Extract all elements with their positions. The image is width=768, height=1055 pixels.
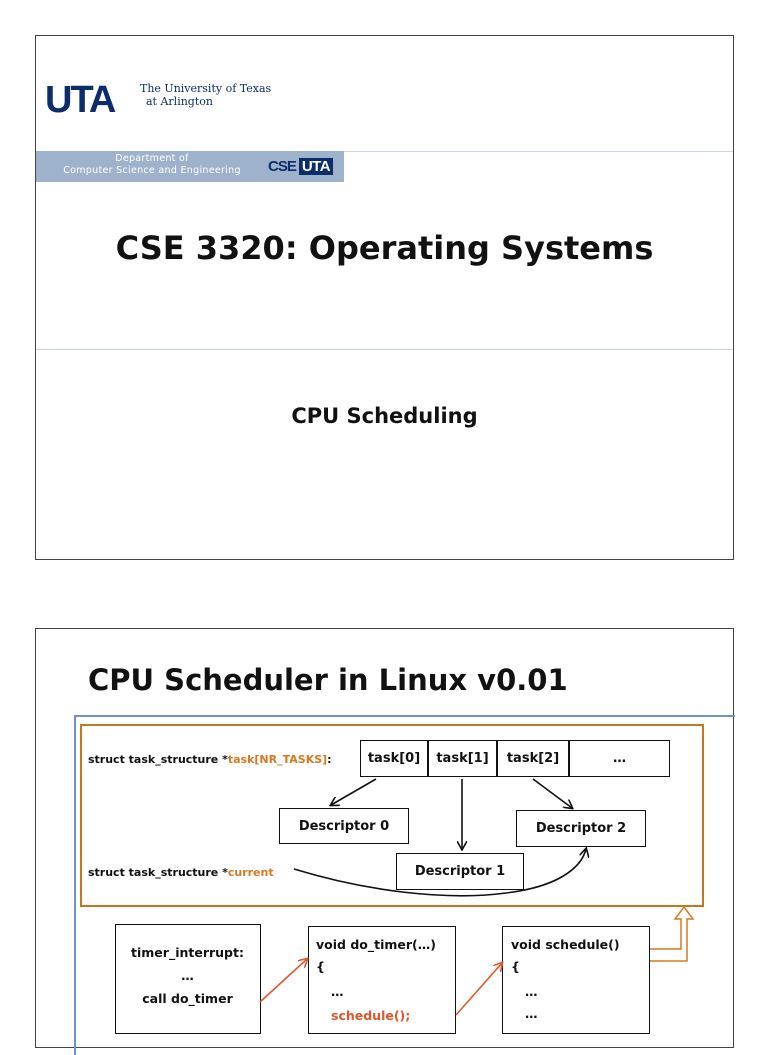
slide-title: CSE 3320: Operating Systems [115, 229, 654, 267]
task-cell-2: task[2] [497, 740, 569, 777]
slide-subtitle: CPU Scheduling [291, 404, 478, 428]
arrow-timer-to-do-timer [260, 959, 307, 1002]
code-line: void schedule() [511, 937, 620, 952]
declaration-prefix: struct task_structure * [88, 866, 228, 879]
arrow-task2-descriptor2 [533, 779, 572, 808]
task-cell-0: task[0] [360, 740, 428, 777]
code-line: … [525, 984, 538, 999]
code-line: timer_interrupt: [131, 945, 244, 960]
declaration-prefix: struct task_structure * [88, 753, 228, 766]
scheduler-slide [35, 628, 734, 1048]
cse-uta-logo [268, 155, 333, 177]
code-line: … [181, 968, 194, 983]
code-line: call do_timer [142, 991, 233, 1006]
task-cell-more: … [569, 740, 670, 777]
pointer-arrows [36, 629, 733, 1025]
schedule-call: schedule(); [331, 1008, 411, 1023]
code-line: { [511, 959, 520, 974]
descriptor-0: Descriptor 0 [279, 808, 409, 844]
university-name-line1: The University of Texas [140, 82, 272, 95]
descriptor-2: Descriptor 2 [516, 810, 646, 847]
arrow-task0-descriptor0 [331, 779, 376, 805]
code-line: { [316, 959, 325, 974]
slide-title: CPU Scheduler in Linux v0.01 [88, 663, 568, 697]
uta-logo [45, 80, 140, 120]
star-icon [115, 94, 133, 110]
descriptor-1: Descriptor 1 [396, 853, 524, 890]
code-line: … [331, 984, 344, 999]
uta-logo-mark: UTA [45, 80, 115, 120]
department-banner [36, 151, 344, 182]
department-line2: Computer Science and Engineering [63, 165, 241, 176]
declaration-colon: : [327, 753, 332, 766]
arrow-current-descriptor2 [294, 849, 586, 896]
arrow-schedule-to-structures [650, 907, 693, 961]
cse-logo-text: CSE [268, 157, 296, 175]
current-pointer-name: current [227, 866, 274, 879]
university-name [140, 82, 271, 108]
arrow-do-timer-to-schedule [456, 963, 502, 1015]
task-cell-1: task[1] [428, 740, 497, 777]
divider [36, 349, 733, 350]
department-line1: Department of [115, 153, 189, 164]
university-name-line2: at Arlington [146, 95, 213, 108]
uta-logo-text: UTA [299, 158, 333, 175]
title-slide [35, 35, 734, 560]
code-line: void do_timer(…) [316, 937, 436, 952]
task-array-name: task[NR_TASKS] [227, 753, 328, 766]
code-line: … [525, 1006, 538, 1021]
